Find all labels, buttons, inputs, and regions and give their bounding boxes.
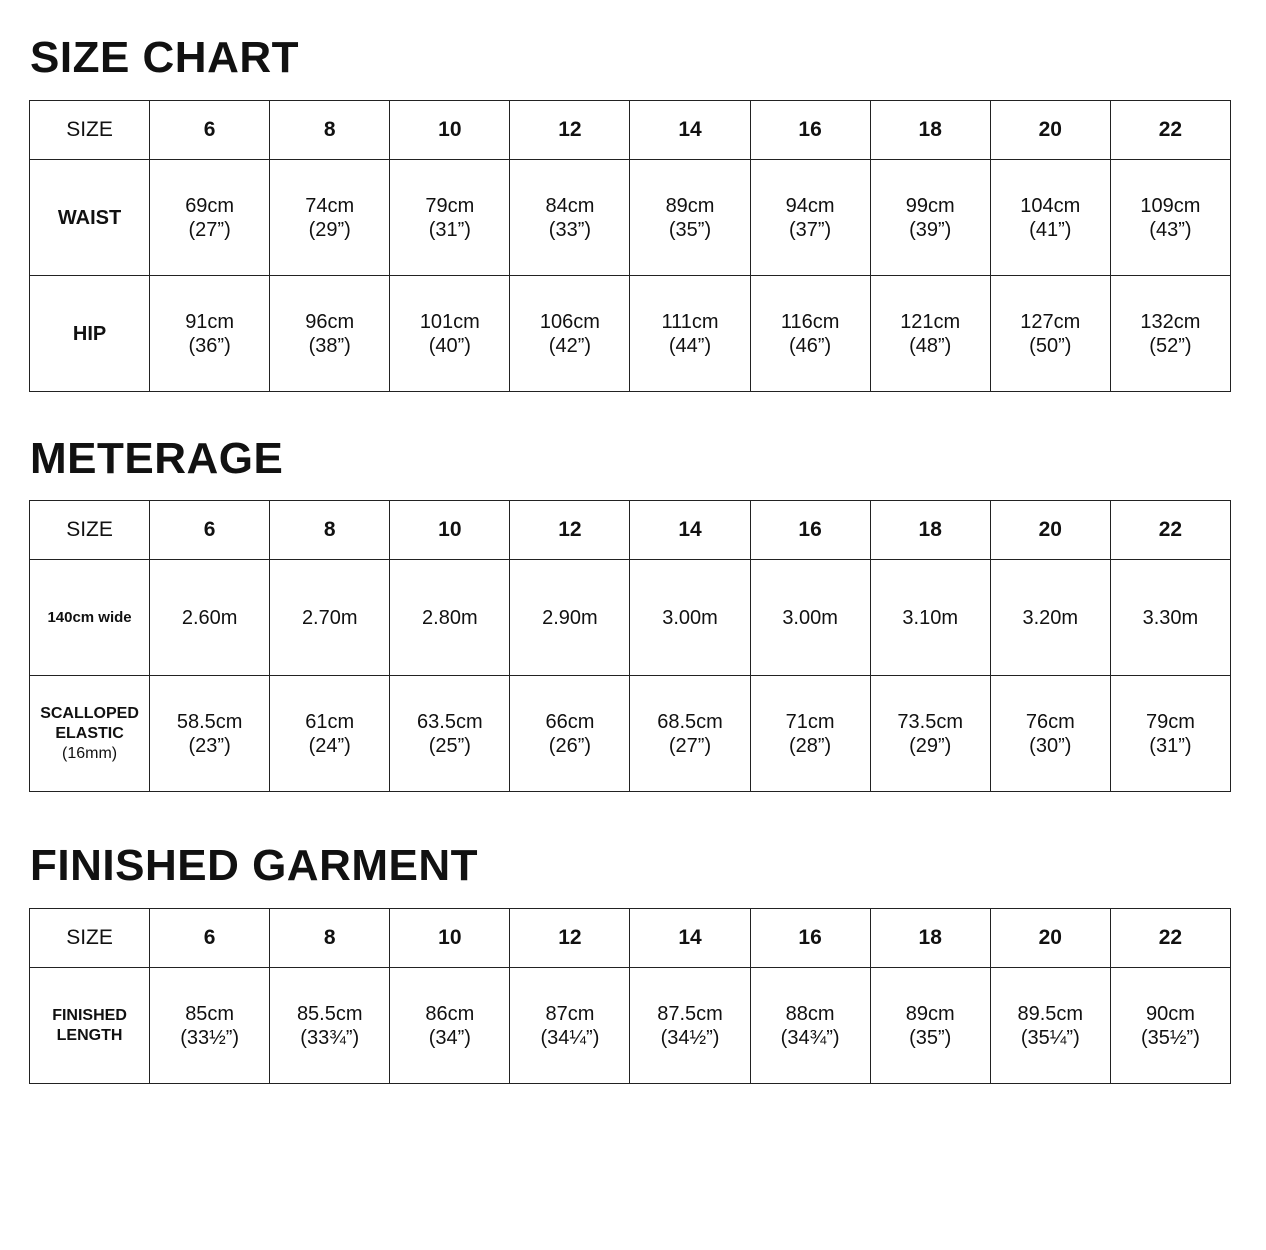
length-in: (34”) <box>428 1026 471 1049</box>
elastic-label <box>30 676 150 792</box>
elastic-in: (26”) <box>548 734 592 757</box>
finished-length-label <box>30 968 150 1084</box>
elastic-cell <box>510 676 630 792</box>
length-cm: 89cm <box>905 1002 955 1025</box>
waist-cm: 74cm <box>305 194 355 217</box>
elastic-in: (30”) <box>1029 734 1072 757</box>
hip-in: (40”) <box>428 334 471 357</box>
waist-cell <box>270 160 390 276</box>
length-cm: 88cm <box>785 1002 835 1025</box>
length-cell <box>990 968 1110 1084</box>
waist-cell <box>750 160 870 276</box>
hip-row <box>30 276 1231 392</box>
hip-in: (50”) <box>1029 334 1072 357</box>
waist-in: (31”) <box>428 218 471 241</box>
hip-cm: 101cm <box>419 310 480 333</box>
fabric-cell: 2.60m <box>150 560 270 676</box>
hip-in: (48”) <box>909 334 952 357</box>
size-header-cell: 14 <box>630 101 750 160</box>
size-header-cell: 22 <box>1110 909 1230 968</box>
elastic-cm: 76cm <box>1025 710 1075 733</box>
size-header-cell: 18 <box>870 909 990 968</box>
length-in: (33½”) <box>180 1026 240 1049</box>
size-header-cell: 12 <box>510 501 630 560</box>
garment-header-label: SIZE <box>30 909 150 968</box>
size-header-cell: 20 <box>990 101 1110 160</box>
elastic-label-line1: SCALLOPED <box>40 704 139 722</box>
waist-in: (35”) <box>668 218 712 241</box>
waist-cm: 89cm <box>665 194 715 217</box>
fabric-cell: 3.30m <box>1110 560 1230 676</box>
size-header-cell: 16 <box>750 101 870 160</box>
waist-cell <box>1110 160 1230 276</box>
length-cm: 89.5cm <box>1017 1002 1084 1025</box>
length-in: (35½”) <box>1140 1026 1200 1049</box>
size-header-cell: 22 <box>1110 101 1230 160</box>
garment-header-row <box>30 909 1231 968</box>
hip-in: (52”) <box>1149 334 1192 357</box>
waist-cell <box>510 160 630 276</box>
length-in: (33¾”) <box>300 1026 360 1049</box>
size-header-cell: 12 <box>510 101 630 160</box>
elastic-in: (28”) <box>788 734 832 757</box>
fabric-cell: 3.10m <box>870 560 990 676</box>
size-header-cell: 8 <box>270 101 390 160</box>
elastic-cm: 71cm <box>785 710 835 733</box>
finished-garment-table <box>29 908 1231 1084</box>
waist-cm: 104cm <box>1020 194 1081 217</box>
finished-length-row <box>30 968 1231 1084</box>
elastic-cell <box>1110 676 1230 792</box>
hip-cell <box>390 276 510 392</box>
waist-cell <box>390 160 510 276</box>
fabric-cell: 2.70m <box>270 560 390 676</box>
length-in: (34¼”) <box>540 1026 600 1049</box>
waist-label: WAIST <box>30 160 150 276</box>
elastic-cm: 79cm <box>1145 710 1195 733</box>
finished-length-label-line2: LENGTH <box>56 1026 123 1044</box>
hip-cm: 96cm <box>305 310 355 333</box>
elastic-cell <box>150 676 270 792</box>
hip-cell <box>1110 276 1230 392</box>
waist-in: (27”) <box>188 218 231 241</box>
waist-cm: 69cm <box>185 194 235 217</box>
size-header-label: SIZE <box>30 101 150 160</box>
hip-cm: 121cm <box>900 310 961 333</box>
hip-in: (44”) <box>668 334 712 357</box>
elastic-cm: 58.5cm <box>176 710 243 733</box>
length-in: (34½”) <box>660 1026 720 1049</box>
waist-cm: 99cm <box>905 194 955 217</box>
elastic-label-line3: (16mm) <box>61 744 118 762</box>
length-cm: 86cm <box>425 1002 475 1025</box>
length-in: (35¼”) <box>1020 1026 1080 1049</box>
size-header-cell: 10 <box>390 909 510 968</box>
size-chart-title: SIZE CHART <box>30 33 299 82</box>
size-header-cell: 20 <box>990 501 1110 560</box>
hip-label: HIP <box>30 276 150 392</box>
fabric-cell: 2.90m <box>510 560 630 676</box>
hip-cm: 132cm <box>1140 310 1201 333</box>
size-header-cell: 20 <box>990 909 1110 968</box>
fabric-cell: 3.20m <box>990 560 1110 676</box>
fabric-cell: 3.00m <box>630 560 750 676</box>
hip-cm: 111cm <box>661 310 719 333</box>
hip-cm: 127cm <box>1020 310 1081 333</box>
meterage-title: METERAGE <box>30 434 284 483</box>
finished-garment-title: FINISHED GARMENT <box>30 841 478 890</box>
elastic-cm: 66cm <box>545 710 595 733</box>
waist-row <box>30 160 1231 276</box>
waist-in: (33”) <box>548 218 592 241</box>
elastic-cm: 68.5cm <box>657 710 723 733</box>
hip-cell <box>990 276 1110 392</box>
length-cell <box>270 968 390 1084</box>
waist-in: (29”) <box>308 218 351 241</box>
size-header-cell: 18 <box>870 101 990 160</box>
size-chart-table <box>29 100 1231 392</box>
elastic-cm: 63.5cm <box>417 710 483 733</box>
size-header-cell: 6 <box>150 101 270 160</box>
hip-cell <box>150 276 270 392</box>
waist-in: (41”) <box>1029 218 1072 241</box>
elastic-cm: 73.5cm <box>897 710 963 733</box>
length-cm: 90cm <box>1145 1002 1195 1025</box>
size-header-cell: 8 <box>270 501 390 560</box>
length-cm: 87.5cm <box>657 1002 723 1025</box>
size-header-cell: 14 <box>630 501 750 560</box>
elastic-cell <box>990 676 1110 792</box>
length-cell <box>150 968 270 1084</box>
elastic-in: (25”) <box>428 734 471 757</box>
size-header-cell: 12 <box>510 909 630 968</box>
size-header-cell: 10 <box>390 501 510 560</box>
hip-cm: 116cm <box>780 310 840 333</box>
length-in: (35”) <box>909 1026 952 1049</box>
length-cm: 87cm <box>545 1002 595 1025</box>
waist-cm: 109cm <box>1140 194 1201 217</box>
size-header-cell: 10 <box>390 101 510 160</box>
hip-in: (38”) <box>308 334 351 357</box>
hip-cm: 91cm <box>185 310 235 333</box>
length-in: (34¾”) <box>780 1026 840 1049</box>
elastic-cell <box>870 676 990 792</box>
length-cm: 85.5cm <box>296 1002 363 1025</box>
waist-cell <box>870 160 990 276</box>
elastic-in: (23”) <box>188 734 231 757</box>
meterage-header-row <box>30 501 1231 560</box>
elastic-in: (31”) <box>1149 734 1192 757</box>
waist-cm: 84cm <box>545 194 595 217</box>
waist-cm: 94cm <box>785 194 835 217</box>
length-cell <box>630 968 750 1084</box>
length-cell <box>750 968 870 1084</box>
elastic-in: (27”) <box>668 734 712 757</box>
hip-cell <box>750 276 870 392</box>
size-header-cell: 22 <box>1110 501 1230 560</box>
length-cell <box>390 968 510 1084</box>
elastic-cell <box>630 676 750 792</box>
size-header-row <box>30 101 1231 160</box>
elastic-cell <box>390 676 510 792</box>
waist-in: (39”) <box>909 218 952 241</box>
elastic-in: (24”) <box>308 734 351 757</box>
hip-cell <box>870 276 990 392</box>
elastic-cm: 61cm <box>305 710 355 733</box>
elastic-label-line2: ELASTIC <box>55 724 124 742</box>
waist-cm: 79cm <box>425 194 475 217</box>
finished-length-label-line1: FINISHED <box>52 1006 127 1024</box>
meterage-table <box>29 500 1231 792</box>
length-cell <box>1110 968 1230 1084</box>
fabric-cell: 3.00m <box>750 560 870 676</box>
length-cell <box>870 968 990 1084</box>
hip-cell <box>270 276 390 392</box>
elastic-in: (29”) <box>909 734 952 757</box>
elastic-cell <box>750 676 870 792</box>
hip-in: (46”) <box>788 334 832 357</box>
waist-cell <box>630 160 750 276</box>
size-header-cell: 8 <box>270 909 390 968</box>
size-header-cell: 18 <box>870 501 990 560</box>
fabric-width-label: 140cm wide <box>30 560 150 676</box>
length-cell <box>510 968 630 1084</box>
fabric-row <box>30 560 1231 676</box>
elastic-row <box>30 676 1231 792</box>
hip-cell <box>630 276 750 392</box>
hip-cm: 106cm <box>539 310 600 333</box>
elastic-cell <box>270 676 390 792</box>
waist-in: (43”) <box>1149 218 1192 241</box>
fabric-cell: 2.80m <box>390 560 510 676</box>
hip-in: (36”) <box>188 334 231 357</box>
hip-in: (42”) <box>548 334 592 357</box>
waist-cell <box>150 160 270 276</box>
size-header-cell: 6 <box>150 501 270 560</box>
length-cm: 85cm <box>185 1002 235 1025</box>
hip-cell <box>510 276 630 392</box>
meterage-header-label: SIZE <box>30 501 150 560</box>
size-header-cell: 16 <box>750 501 870 560</box>
size-header-cell: 16 <box>750 909 870 968</box>
waist-in: (37”) <box>788 218 832 241</box>
size-header-cell: 14 <box>630 909 750 968</box>
size-header-cell: 6 <box>150 909 270 968</box>
waist-cell <box>990 160 1110 276</box>
